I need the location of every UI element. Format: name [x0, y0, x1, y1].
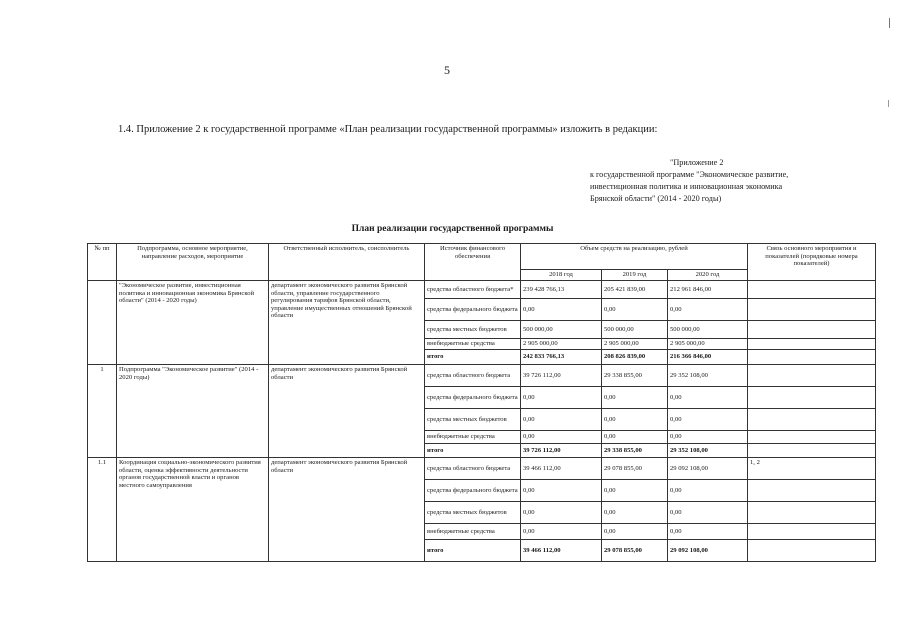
amount-2018: 0,00 [521, 387, 602, 409]
indicator-link [748, 281, 876, 299]
header-subprogram: Подпрограмма, основное мероприятие, направление расходов, мероприятие [117, 244, 269, 281]
indicator-link [748, 350, 876, 365]
amount-2019: 0,00 [602, 387, 668, 409]
row-name: Координация социально-экономического развития области, оценка эффективности деятельности органов государственной власти и органов местного самоуправления [117, 458, 269, 562]
funding-source: итого [425, 444, 521, 458]
funding-source: средства местных бюджетов [425, 321, 521, 339]
amount-2020: 212 961 846,00 [668, 281, 748, 299]
header-num: № пп [88, 244, 117, 281]
funding-source: средства федерального бюджета [425, 480, 521, 502]
row-executor: департамент экономического развития Брянской области [269, 365, 425, 458]
row-name: Подпрограмма "Экономическое развитие" (2014 - 2020 годы) [117, 365, 269, 458]
header-year-2019: 2019 год [602, 270, 668, 281]
indicator-link [748, 431, 876, 444]
amount-2020: 0,00 [668, 299, 748, 321]
funding-source: итого [425, 540, 521, 562]
amount-2018: 0,00 [521, 480, 602, 502]
amount-2019: 0,00 [602, 431, 668, 444]
amount-2020: 216 366 846,00 [668, 350, 748, 365]
amount-2019: 500 000,00 [602, 321, 668, 339]
amount-2019: 0,00 [602, 299, 668, 321]
appendix-line: "Приложение 2 [670, 158, 724, 167]
indicator-link [748, 365, 876, 387]
indicator-link [748, 321, 876, 339]
funding-source: средства областного бюджета* [425, 281, 521, 299]
amount-2020: 29 092 108,00 [668, 540, 748, 562]
table-row [88, 458, 876, 480]
amount-2018: 239 428 766,13 [521, 281, 602, 299]
amount-2019: 29 338 855,00 [602, 365, 668, 387]
indicator-link [748, 387, 876, 409]
row-number: 1 [88, 365, 117, 458]
scan-edge-mark [888, 100, 889, 107]
funding-source: внебюджетные средства [425, 524, 521, 540]
funding-source: средства местных бюджетов [425, 409, 521, 431]
amount-2018: 2 905 000,00 [521, 339, 602, 350]
amount-2019: 0,00 [602, 524, 668, 540]
amount-2019: 0,00 [602, 502, 668, 524]
indicator-link [748, 480, 876, 502]
appendix-line: к государственной программе "Экономическое развитие, [590, 170, 789, 179]
amount-2019: 29 338 855,00 [602, 444, 668, 458]
amount-2020: 0,00 [668, 409, 748, 431]
amount-2018: 39 726 112,00 [521, 365, 602, 387]
amount-2020: 29 352 108,00 [668, 444, 748, 458]
amount-2020: 500 000,00 [668, 321, 748, 339]
header-sources: Источник финансового обеспечения [425, 244, 521, 281]
funding-source: средства федерального бюджета [425, 299, 521, 321]
amount-2018: 500 000,00 [521, 321, 602, 339]
amount-2019: 205 421 839,00 [602, 281, 668, 299]
header-volume: Объем средств на реализацию, рублей [521, 244, 748, 270]
row-name: "Экономическое развитие, инвестиционная политика и инновационная экономика Брянской области" (2014 - 2020 годы) [117, 281, 269, 365]
amount-2018: 39 466 112,00 [521, 458, 602, 480]
appendix-line: Брянской области" (2014 - 2020 годы) [590, 194, 722, 203]
amount-2018: 0,00 [521, 502, 602, 524]
funding-source: средства федерального бюджета [425, 387, 521, 409]
row-executor: департамент экономического развития Брянской области [269, 458, 425, 562]
funding-source: средства местных бюджетов [425, 502, 521, 524]
amount-2020: 0,00 [668, 431, 748, 444]
header-link: Связь основного мероприятия и показателей (порядковые номера показателей) [748, 244, 876, 281]
amount-2018: 0,00 [521, 524, 602, 540]
scan-edge-mark [889, 18, 890, 28]
funding-source: средства областного бюджета [425, 365, 521, 387]
funding-source: внебюджетные средства [425, 431, 521, 444]
indicator-link [748, 409, 876, 431]
row-number: 1.1 [88, 458, 117, 562]
indicator-link [748, 524, 876, 540]
row-number [88, 281, 117, 365]
amount-2020: 0,00 [668, 502, 748, 524]
funding-source: средства областного бюджета [425, 458, 521, 480]
plan-table-body [88, 281, 876, 562]
amount-2018: 0,00 [521, 409, 602, 431]
plan-table [87, 243, 876, 562]
amount-2020: 2 905 000,00 [668, 339, 748, 350]
funding-source: итого [425, 350, 521, 365]
header-year-2018: 2018 год [521, 270, 602, 281]
plan-title: План реализации государственной программы [351, 224, 554, 234]
amount-2020: 0,00 [668, 387, 748, 409]
amount-2019: 29 078 855,00 [602, 458, 668, 480]
indicator-link [748, 339, 876, 350]
amount-2020: 29 092 108,00 [668, 458, 748, 480]
amount-2019: 0,00 [602, 480, 668, 502]
amount-2018: 0,00 [521, 431, 602, 444]
appendix-line: инвестиционная политика и инновационная экономика [590, 182, 783, 191]
indicator-link [748, 299, 876, 321]
amount-2019: 0,00 [602, 409, 668, 431]
amount-2019: 29 078 855,00 [602, 540, 668, 562]
indicator-link [748, 444, 876, 458]
amount-2020: 0,00 [668, 480, 748, 502]
amount-2018: 242 833 766,13 [521, 350, 602, 365]
amount-2018: 39 726 112,00 [521, 444, 602, 458]
row-executor: департамент экономического развития Брянской области, управление государственного регулирования тарифов Брянской области, управление имущественных отношений Брянской области [269, 281, 425, 365]
page-number: 5 [444, 63, 450, 77]
amount-2019: 208 826 839,00 [602, 350, 668, 365]
header-year-2020: 2020 год [668, 270, 748, 281]
amount-2020: 0,00 [668, 524, 748, 540]
funding-source: внебюджетные средства [425, 339, 521, 350]
amount-2018: 0,00 [521, 299, 602, 321]
table-row [88, 281, 876, 299]
indicator-link [748, 540, 876, 562]
amount-2020: 29 352 108,00 [668, 365, 748, 387]
amount-2019: 2 905 000,00 [602, 339, 668, 350]
amount-2018: 39 466 112,00 [521, 540, 602, 562]
intro-paragraph: 1.4. Приложение 2 к государственной программе «План реализации государственной программы» изложить в редакции: [118, 124, 658, 135]
indicator-link: 1, 2 [748, 458, 876, 480]
header-executor: Ответственный исполнитель, соисполнитель [269, 244, 425, 281]
appendix-heading [590, 157, 855, 205]
table-row [88, 365, 876, 387]
indicator-link [748, 502, 876, 524]
